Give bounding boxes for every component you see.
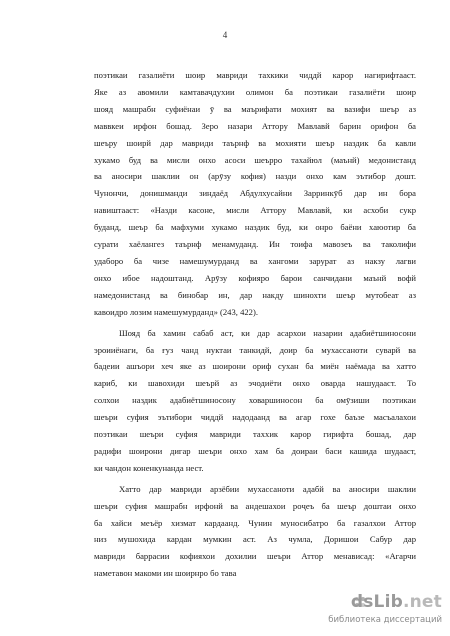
- text-line: поэтикаи газалиёти шоир мавриди тахкики чиддй карор нагирифтааст.: [94, 70, 416, 80]
- page-number: 4: [222, 30, 228, 40]
- text-line: шеъри суфия машрабн ирфонй ва андешахои роҷеъ ба шеър доштаи онхо: [94, 500, 416, 511]
- paragraph: [94, 481, 416, 582]
- text-line: ва аносири шаклии он (арӯзу кофия) назди онхо кам эътибор дошт.: [94, 171, 416, 182]
- text-line: эроииёнаги, ба ғуз чанд нуктаи танкидй, доир ба мухассаноти суварй ва: [94, 344, 416, 355]
- text-line: поэтикаи шеъри суфия мавриди таххик карор гирифта бошад, дар: [94, 429, 416, 440]
- text-line: сурати хаёлангез таърнф менамуданд. Ин тоифа мавозеъ ва таколифи: [94, 239, 416, 250]
- text-line: онхо ибое надоштанд. Арӯзу кофияро барои санчидани маънй вофй: [94, 272, 416, 283]
- text-line: Чунончи, донишманди зиндаёд Абдулхусайни Зарринкӯб дар ин бора: [94, 188, 416, 199]
- watermark-logo: [351, 592, 442, 612]
- text-line: навиштааст: «Назди касоне, мисли Аттору Мавлавй, ки асхоби сукр: [94, 205, 416, 216]
- text-line: шояд машрабн суфиёнаи ӯ ва маърифати мохият ва вазифи шеър аз: [94, 103, 416, 114]
- text-line: солхои наздик адабиётшиносону ховаршиносон ба омӯзиши поэтикаи: [94, 395, 416, 406]
- body-text: [94, 67, 416, 582]
- text-line: намедонистанд ва бинобар ин, дар накду шинохти шеър мутобеат аз: [94, 289, 416, 300]
- watermark-logo-suffix: .net: [402, 592, 442, 612]
- watermark-subtitle: библиотека диссертаций: [328, 615, 442, 625]
- text-line: удаборо ба чизе намешумурданд ва хангоми зарурат аз накзу лагви: [94, 255, 416, 266]
- watermark-logo-main: dsLib: [350, 592, 403, 612]
- text-line: шеъру шоирй дар мавриди таърнф ва мохияти шеър наздик ба кавли: [94, 137, 416, 148]
- text-line: мавриди баррасии кофияхои дохилии шеъри Аттор менависад: «Агарчи: [94, 551, 416, 562]
- text-line: кавоидро лозим намешумурданд» (243, 422).: [94, 306, 258, 317]
- text-line: ба хайси меъёр хизмат кардаанд. Чунин муносибатро ба газалхои Аттор: [94, 517, 416, 528]
- text-line: хукамо буд ва мисли онхо асоси шеърро тахайюл (маънй) медонистанд: [94, 154, 416, 165]
- text-line: Шояд ба хамин сабаб аст, ки дар асархои назарии адабиётшиносони: [119, 327, 416, 338]
- text-line: шеъри суфия эътибори чиддй надодаанд ва агар гохе баъзе масъалахои: [94, 412, 416, 423]
- paragraph: [94, 67, 416, 321]
- text-line: маввкеи ирфон бошад. Зеро назари Атторy Мавлавй барин орифон ба: [94, 120, 416, 131]
- text-line: бадеии ашъори хеч яке аз шоирони ориф сухан ба миён наёмада ва хатто: [94, 361, 416, 372]
- text-line: кариб, ки шавохиди шеърй аз эчодиёти онхо оварда нашудааст. То: [94, 378, 416, 389]
- text-line: наметавон макоми ин шоирнро бо тава: [94, 568, 237, 579]
- text-line: Яке аз авомили камтавачдухии олимон ба поэтикаи газалиёти шоир: [94, 86, 416, 97]
- text-line: низ мушохида кардан мумкин аст. Аз чумла, Доришои Сабур дар: [94, 534, 416, 545]
- text-line: ки чандон коненкунанда нест.: [94, 462, 204, 473]
- text-line: Хатто дар мавриди арзёбии мухассаноти адабй ва аносири шаклии: [119, 483, 416, 494]
- paragraph: [94, 325, 416, 477]
- text-line: буданд, шеър ба мафхуми хукамо наздик буд, ки онро баёни хаюотир ба: [94, 222, 416, 233]
- dslib-watermark: [310, 592, 442, 630]
- text-line: радифи шоирони дигар шеъри онхо хам ба доираи баси кашида шудааст,: [94, 445, 416, 456]
